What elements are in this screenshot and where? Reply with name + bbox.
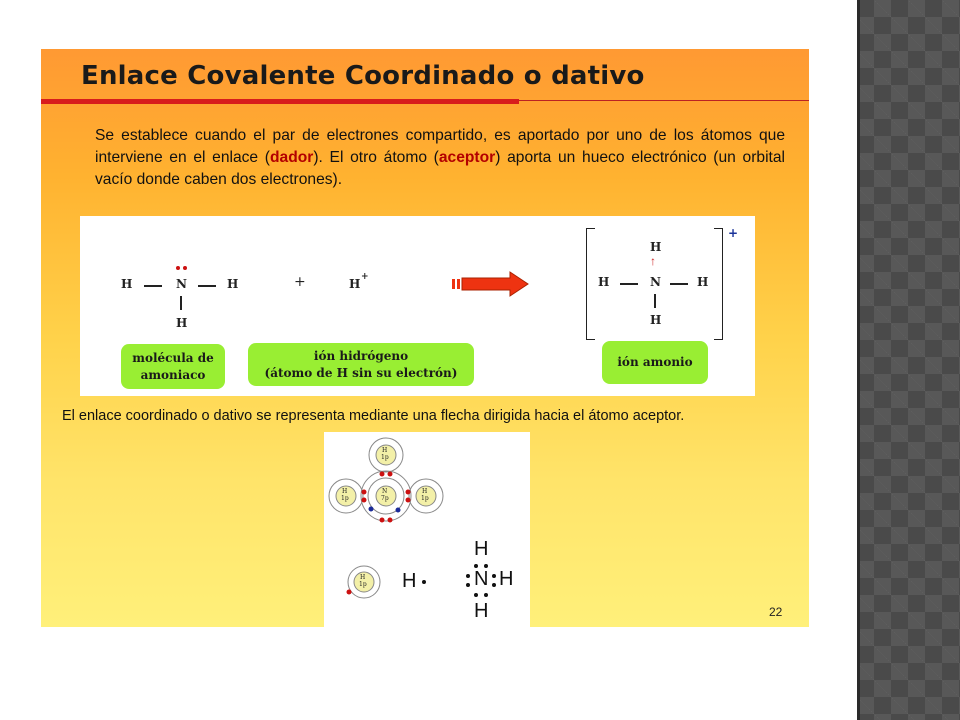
ammonia-h-bottom: H (176, 316, 188, 330)
decorative-side-strip (857, 0, 960, 720)
lewis-electron-dot (474, 564, 478, 568)
lewis-electron-dot (474, 593, 478, 597)
intro-text-3: ) aporta un hueco electrónico (un orbital vacío donde caben dos electrones). (95, 149, 786, 188)
lewis-electron-dot (492, 583, 496, 587)
plus-sign: + (294, 274, 306, 290)
orbital-h-right-label: H (422, 488, 428, 495)
bond-line (670, 283, 688, 285)
title-underline-thin (519, 100, 809, 101)
ammonium-h-bottom: H (650, 313, 662, 327)
label-ion-line1: ión hidrógeno (313, 348, 409, 363)
ammonia-h-right: H (227, 277, 239, 291)
bond-line (198, 285, 216, 287)
orbital-n-label: N (382, 488, 388, 495)
label-ammonium-text: ión amonio (617, 355, 693, 369)
orbital-h-lone-label: H (360, 574, 366, 581)
ammonium-h-right: H (697, 275, 709, 289)
slide-title: Enlace Covalente Coordinado o dativo (81, 61, 645, 91)
hydrogen-ion: H (349, 277, 361, 291)
dative-note: El enlace coordinado o dativo se representa mediante una flecha dirigida hacia el átomo aceptor. (62, 408, 685, 424)
reaction-arrow-icon (452, 270, 532, 298)
orbital-h-top-label: H (382, 447, 388, 454)
orbital-n-sub: 7p (381, 495, 389, 502)
lewis-nh3-h-right: H (499, 568, 514, 590)
term-dador: dador (270, 149, 314, 166)
orbital-diagram-icon (324, 432, 530, 627)
lewis-electron-dot (484, 564, 488, 568)
bracket-right (714, 228, 723, 340)
ammonia-h-left: H (121, 277, 133, 291)
page-number: 22 (769, 605, 783, 619)
orbital-h-right-sub: 1p (421, 495, 429, 502)
label-hydrogen-ion (248, 343, 474, 386)
intro-text-2: ). El otro átomo ( (313, 149, 439, 166)
orbital-h-lone-sub: 1p (359, 581, 367, 588)
lewis-nh3-n: N (474, 568, 489, 590)
label-ion-line2: (átomo de H sin su electrón) (264, 365, 458, 380)
lewis-nh3-h-bottom: H (474, 600, 489, 622)
lone-pair-dot (183, 266, 187, 270)
orbital-h-left-label: H (342, 488, 348, 495)
ammonium-h-top: H (650, 240, 662, 254)
lewis-electron-dot (466, 574, 470, 578)
ion-charge: + (361, 272, 369, 282)
bond-line (654, 294, 656, 308)
title-underline (41, 99, 519, 104)
orbital-diagram-panel (324, 432, 530, 627)
orbital-h-top-sub: 1p (381, 454, 389, 461)
term-aceptor: aceptor (438, 149, 496, 166)
ammonium-h-left: H (598, 275, 610, 289)
ammonium-n: N (650, 275, 661, 289)
dative-arrow-icon: ↑ (650, 254, 656, 268)
product-charge: + (728, 226, 739, 240)
lone-pair-dot (176, 266, 180, 270)
label-ammonia (121, 344, 225, 389)
label-ammonium (602, 341, 708, 384)
ammonia-n: N (176, 277, 187, 291)
intro-paragraph (95, 125, 785, 191)
orbital-h-left-sub: 1p (341, 495, 349, 502)
lewis-h-atom: H (402, 570, 417, 592)
bond-line (180, 296, 182, 310)
reaction-panel (80, 216, 755, 396)
lewis-electron-dot (422, 580, 426, 584)
label-ammonia-line2: amoniaco (140, 367, 206, 382)
intro-text-1: Se establece cuando el par de electrones compartido, es aportado por uno de los átomos que interviene en el enlace ( (95, 127, 785, 166)
bracket-left (586, 228, 595, 340)
lewis-electron-dot (484, 593, 488, 597)
bond-line (620, 283, 638, 285)
label-ammonia-line1: molécula de (132, 350, 214, 365)
bond-line (144, 285, 162, 287)
lewis-electron-dot (492, 574, 496, 578)
lewis-nh3-h-top: H (474, 538, 489, 560)
lewis-electron-dot (466, 583, 470, 587)
slide (41, 49, 809, 627)
